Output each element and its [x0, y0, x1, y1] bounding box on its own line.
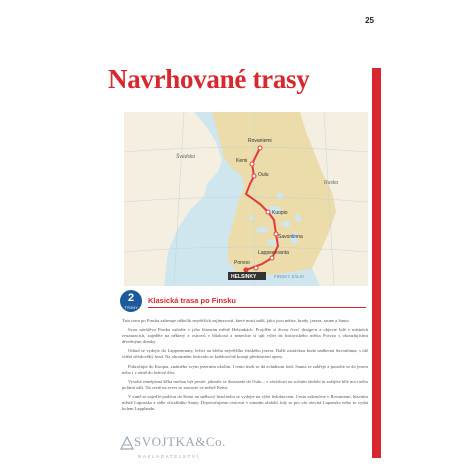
- label-rovaniemi: Rovaniemi: [248, 138, 272, 144]
- label-helsinki: HELSINKY: [231, 274, 257, 281]
- label-finnish-gulf: FINSKÝ ZÁLIV: [274, 274, 305, 279]
- helsinki-marker: [243, 267, 248, 272]
- label-kemi: Kemi: [236, 158, 248, 164]
- paragraph: Tato trasa po Finsku zahrnuje několik největších zajímavostí, které musí zažít, jako jsou města, hrady, jezera, saune a Santa.: [122, 318, 350, 323]
- paragraph: V zimě se zajeďte podívat do Kemi na sněhový hrad nebo se vydejte na výlet ledoborcem. Cestu zakončete v Rovaniemi, hlavním městě Laponska a sídle oficiálního Santy. Doporučujeme cestovat v zimním období, kdy se pro vás otevírá Laponsko nebo se vydat kolem Lapplandu.: [122, 393, 368, 412]
- label-kuopio: Kuopio: [272, 210, 288, 216]
- paragraph: Pokračujte do Kuopia, známého svým jezerním okolím. I tento úsek se dá zvládnout lodí. Sauna se zahřeje a ponořte se do jezera nebo i v zimě do ledové díry.: [122, 363, 368, 375]
- publisher-logo-icon: [120, 436, 134, 450]
- publisher-name: SVOJTKA&Co.: [134, 434, 226, 449]
- paragraph: Odtud se vydejte do Lappeenranty, ležící na břehu největšího finského jezera. Další zastávkou bude nádherná Savonlinna, s níž vítězí středověký hrad. Na ohromném festivalu se každoročně konají představení opery.: [122, 348, 368, 360]
- route-map: [124, 112, 368, 286]
- publisher-watermark: [120, 432, 230, 468]
- page-title: Navrhované trasy: [108, 64, 310, 94]
- section-tab: [372, 68, 381, 458]
- label-russia: Rusko: [324, 180, 339, 186]
- paragraph: Svou návštěvu Finska začněte v jeho hlavním městě Helsinkách. Projděte si živou čtvrť design-u a objevte lidé v místních restauracích, zajeděte na některý z ostrovů v blízkosti a nenechte si ujít výlet do historického města Porvoo s okouzlujícími dřevěnými domky.: [122, 327, 368, 345]
- badge-days: TÝDNY: [124, 305, 138, 310]
- label-oulu: Oulu: [258, 172, 269, 178]
- label-sweden: Švédsko: [176, 154, 196, 160]
- label-porvoo: Porvoo: [234, 260, 250, 266]
- route-header: [120, 290, 368, 312]
- page-number: 25: [365, 16, 374, 25]
- paragraph: Vysoká zeměpisná šířka mohou být pestré, jakmile se dostanete do Oulu – v závislosti na ročním období tu zažijete bílé noci nebo polární záři. Na cestě na sever se zastavte ve městě Kemi.: [122, 378, 368, 390]
- badge-number: 2: [127, 292, 135, 304]
- route-title-rule: [148, 307, 366, 308]
- route-title: Klasická trasa po Finsku: [148, 296, 236, 305]
- route-duration-badge: [120, 290, 142, 312]
- publisher-tagline: NAKLADATELSTVÍ: [138, 454, 200, 459]
- label-lappeenranta: Lappeenranta: [258, 250, 289, 256]
- label-savonlinna: Savonlinna: [278, 234, 303, 240]
